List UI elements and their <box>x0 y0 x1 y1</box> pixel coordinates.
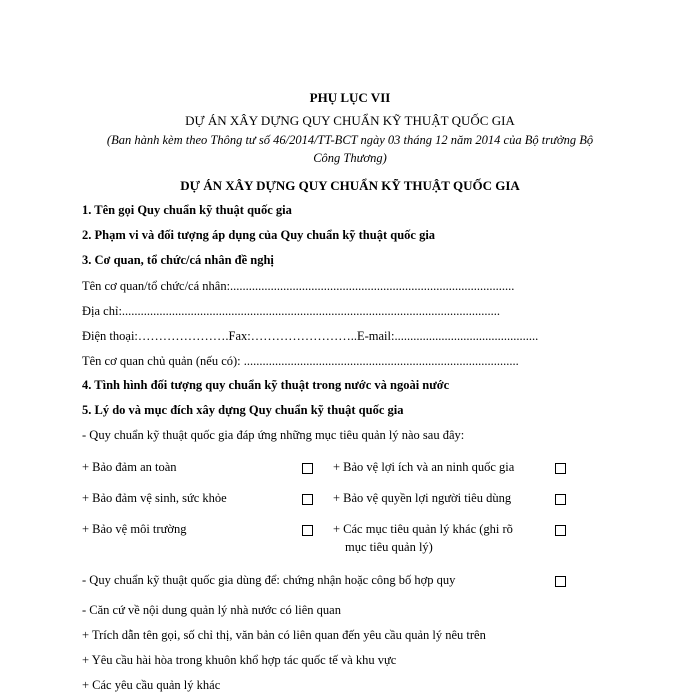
usage-label: - Quy chuẩn kỹ thuật quốc gia dùng để: chứng nhận hoặc công bố hợp quy <box>82 573 456 587</box>
objective-safety-label: + Bảo đảm an toàn <box>82 460 177 474</box>
objective-other-label-cont: mục tiêu quản lý) <box>345 540 433 554</box>
section-5-heading: 5. Lý do và mục đích xây dựng Quy chuẩn kỹ thuật quốc gia <box>82 403 404 417</box>
objective-hygiene-label: + Bảo đảm vệ sinh, sức khỏe <box>82 491 227 505</box>
address-field: Địa chỉ:......................................................................................................................... <box>82 304 501 318</box>
section-3-heading: 3. Cơ quan, tổ chức/cá nhân đề nghị <box>82 253 274 267</box>
basis-item: + Các yêu cầu quản lý khác <box>82 678 221 692</box>
objective-environment-checkbox[interactable] <box>302 525 313 536</box>
usage-checkbox[interactable] <box>555 576 566 587</box>
objective-hygiene-checkbox[interactable] <box>302 494 313 505</box>
basis-item: - Căn cứ về nội dung quản lý nhà nước có liên quan <box>82 603 341 617</box>
org-name-field: Tên cơ quan/tổ chức/cá nhân:........................................................................................... <box>82 279 515 293</box>
objective-safety-checkbox[interactable] <box>302 463 313 474</box>
objective-consumer-checkbox[interactable] <box>555 494 566 505</box>
objectives-intro: - Quy chuẩn kỹ thuật quốc gia đáp ứng những mục tiêu quản lý nào sau đây: <box>82 428 465 442</box>
section-1-heading: 1. Tên gọi Quy chuẩn kỹ thuật quốc gia <box>82 203 292 217</box>
appendix-heading: PHỤ LỤC VII <box>309 90 391 105</box>
objective-national-security-label: + Bảo vệ lợi ích và an ninh quốc gia <box>333 460 515 474</box>
section-4-heading: 4. Tình hình đối tượng quy chuẩn kỹ thuật trong nước và ngoài nước <box>82 378 450 392</box>
objective-environment-label: + Bảo vệ môi trường <box>82 522 187 536</box>
phone-fax-email-field: Điện thoại:………………….Fax:……………………..E-mail:.............................................. <box>82 329 539 343</box>
objective-consumer-label: + Bảo vệ quyền lợi người tiêu dùng <box>333 491 512 505</box>
basis-item: + Yêu cầu hài hòa trong khuôn khổ hợp tác quốc tế và khu vực <box>82 653 397 667</box>
section-2-heading: 2. Phạm vi và đối tượng áp dụng của Quy chuẩn kỹ thuật quốc gia <box>82 228 436 242</box>
parent-org-field: Tên cơ quan chủ quản (nếu có): ........................................................................................ <box>82 354 519 368</box>
basis-item: + Trích dẫn tên gọi, số chỉ thị, văn bản có liên quan đến yêu cầu quản lý nêu trên <box>82 628 486 642</box>
document-title-2: DỰ ÁN XÂY DỰNG QUY CHUẨN KỸ THUẬT QUỐC GIA <box>180 178 520 193</box>
objective-national-security-checkbox[interactable] <box>555 463 566 474</box>
objective-other-checkbox[interactable] <box>555 525 566 536</box>
document-title: DỰ ÁN XÂY DỰNG QUY CHUẨN KỸ THUẬT QUỐC GIA <box>185 113 515 128</box>
objective-other-label: + Các mục tiêu quản lý khác (ghi rõ <box>333 522 513 536</box>
subtitle-line-2: Công Thương) <box>313 151 387 165</box>
subtitle-line-1: (Ban hành kèm theo Thông tư số 46/2014/TT-BCT ngày 03 tháng 12 năm 2014 của Bộ trưởng Bộ <box>106 133 594 147</box>
